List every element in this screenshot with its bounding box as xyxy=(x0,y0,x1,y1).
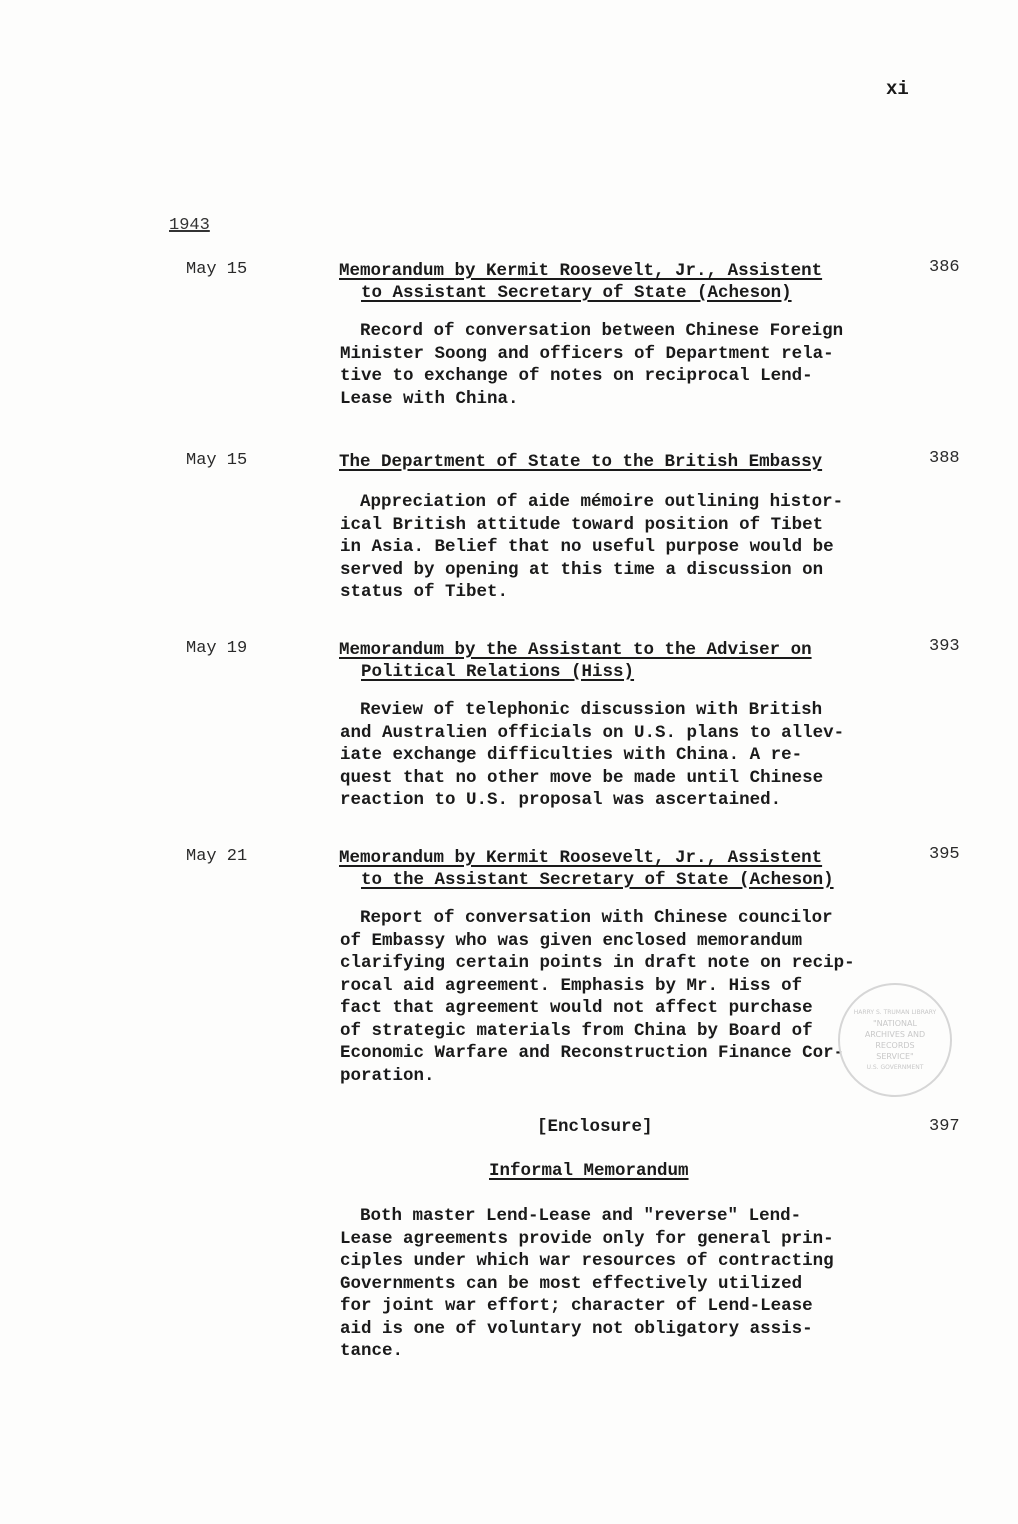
entry-page-ref: 388 xyxy=(929,449,960,468)
enclosure-page-ref: 397 xyxy=(929,1117,960,1136)
page-number: xi xyxy=(886,78,909,100)
enclosure-summary xyxy=(340,1205,860,1363)
entry-summary xyxy=(340,699,860,812)
stamp-line: ARCHIVES AND xyxy=(864,1030,926,1039)
entry-title xyxy=(339,451,839,473)
summary-line: Lease with China. xyxy=(340,388,519,409)
entry-summary xyxy=(340,320,860,410)
summary-line: ical British attitude toward position of Tibet xyxy=(340,514,824,535)
stamp-top: HARRY S. TRUMAN LIBRARY xyxy=(853,1009,937,1016)
summary-line: and Australien officials on U.S. plans to allev- xyxy=(340,722,845,743)
summary-line: of strategic materials from China by Board of xyxy=(340,1020,813,1041)
entry-page-ref: 395 xyxy=(929,845,960,864)
summary-line: Review of telephonic discussion with British xyxy=(360,700,823,720)
enclosure-heading: Informal Memorandum xyxy=(489,1161,689,1181)
summary-line: Economic Warfare and Reconstruction Finance Cor- xyxy=(340,1043,845,1063)
stamp-bottom: U.S. GOVERNMENT xyxy=(866,1064,924,1071)
entry-date: May 19 xyxy=(186,639,248,658)
summary-line: Governments can be most effectively utilized xyxy=(340,1273,803,1294)
entry-page-ref: 393 xyxy=(929,637,960,656)
entry-title xyxy=(339,847,839,891)
entry-summary xyxy=(340,907,860,1087)
archive-stamp xyxy=(838,983,952,1097)
title-line: The Department of State to the British Embassy xyxy=(339,452,823,472)
summary-line: rocal aid agreement. Emphasis by Mr. Hiss of xyxy=(340,975,803,996)
title-line: to the Assistant Secretary of State (Acheson) xyxy=(361,870,834,890)
summary-line: tive to exchange of notes on reciprocal Lend- xyxy=(340,366,813,386)
summary-line: ciples under which war resources of contracting xyxy=(340,1251,834,1271)
summary-line: served by opening at this time a discussion on xyxy=(340,559,824,580)
summary-line: poration. xyxy=(340,1065,435,1086)
entry-date: May 21 xyxy=(186,847,248,866)
entry-title xyxy=(339,639,839,683)
summary-line: tance. xyxy=(340,1341,404,1361)
summary-line: clarifying certain points in draft note on recip- xyxy=(340,953,855,973)
summary-line: reaction to U.S. proposal was ascertained. xyxy=(340,790,782,810)
summary-line: Report of conversation with Chinese councilor xyxy=(360,908,833,928)
summary-line: status of Tibet. xyxy=(340,582,509,602)
stamp-line: RECORDS xyxy=(875,1041,915,1050)
entry-summary xyxy=(340,491,860,604)
stamp-line: "NATIONAL xyxy=(873,1019,917,1028)
entry-page-ref: 386 xyxy=(929,258,960,277)
summary-line: for joint war effort; character of Lend-Lease xyxy=(340,1296,813,1316)
summary-line: in Asia. Belief that no useful purpose would be xyxy=(340,537,834,557)
summary-line: quest that no other move be made until Chinese xyxy=(340,767,824,788)
entry-title xyxy=(339,260,839,304)
stamp-line: SERVICE" xyxy=(876,1052,914,1061)
title-line: Memorandum by the Assistant to the Adviser on xyxy=(339,640,812,660)
title-line: Memorandum by Kermit Roosevelt, Jr., Assistent xyxy=(339,261,823,281)
entry-date: May 15 xyxy=(186,451,248,470)
entry-date: May 15 xyxy=(186,260,248,279)
summary-line: iate exchange difficulties with China. A re- xyxy=(340,745,803,765)
summary-line: Appreciation of aide mémoire outlining histor- xyxy=(360,492,844,512)
enclosure-label: [Enclosure] xyxy=(537,1117,653,1137)
summary-line: aid is one of voluntary not obligatory assis- xyxy=(340,1318,813,1339)
summary-line: Lease agreements provide only for general prin- xyxy=(340,1228,834,1249)
title-line: Memorandum by Kermit Roosevelt, Jr., Assistent xyxy=(339,848,823,868)
summary-line: of Embassy who was given enclosed memorandum xyxy=(340,930,803,951)
summary-line: Both master Lend-Lease and "reverse" Lend- xyxy=(360,1206,802,1226)
summary-line: Record of conversation between Chinese Foreign xyxy=(360,321,844,341)
year-heading: 1943 xyxy=(169,216,210,235)
summary-line: Minister Soong and officers of Department rela- xyxy=(340,343,834,364)
summary-line: fact that agreement would not affect purchase xyxy=(340,998,813,1018)
title-line: Political Relations (Hiss) xyxy=(361,662,635,682)
title-line: to Assistant Secretary of State (Acheson) xyxy=(361,283,792,303)
